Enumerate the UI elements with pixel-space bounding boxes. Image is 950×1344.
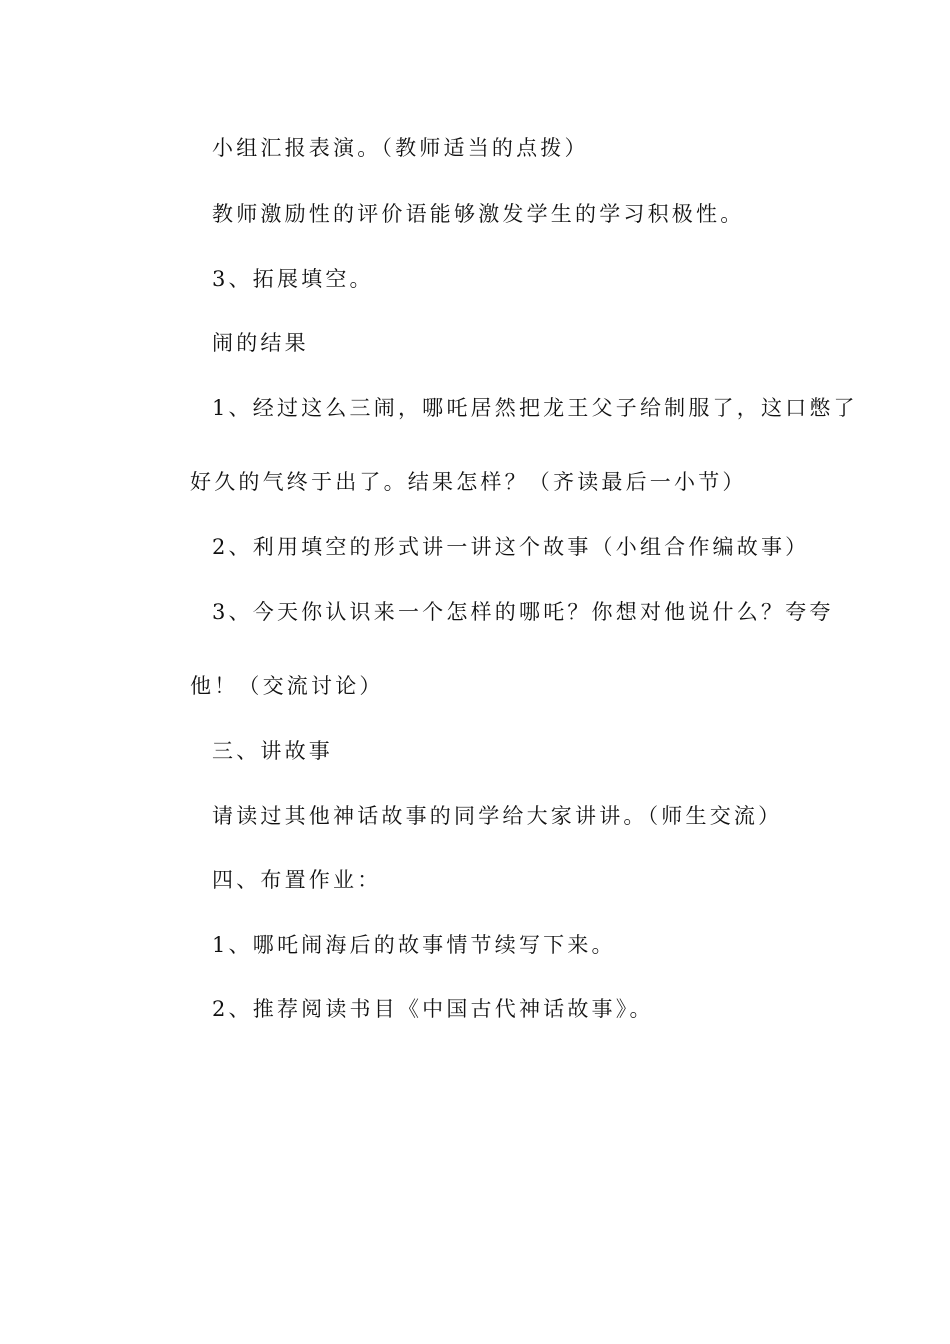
- homework-item-2: 2、推荐阅读书目《中国古代神话故事》。: [212, 997, 654, 1021]
- homework-item-1: 1、哪吒闹海后的故事情节续写下来。: [212, 933, 616, 957]
- heading-homework: 四、布置作业：: [212, 868, 382, 892]
- paragraph-item-1-line-2: 好久的气终于出了。结果怎样？（齐读最后一小节）: [190, 470, 747, 494]
- subheading-result: 闹的结果: [212, 331, 309, 355]
- paragraph-teacher-evaluation: 教师激励性的评价语能够激发学生的学习积极性。: [212, 202, 745, 226]
- paragraph-item-3-line-1: 3、今天你认识来一个怎样的哪吒？你想对他说什么？夸夸: [212, 600, 834, 624]
- paragraph-storytelling: 请读过其他神话故事的同学给大家讲讲。（师生交流）: [212, 804, 783, 828]
- paragraph-item-3-line-2: 他！（交流讨论）: [190, 674, 384, 698]
- heading-storytelling: 三、讲故事: [212, 739, 333, 763]
- paragraph-group-report: 小组汇报表演。（教师适当的点拨）: [212, 136, 589, 160]
- heading-expand-fill-blank: 3、拓展填空。: [212, 267, 374, 291]
- paragraph-item-1-line-1: 1、经过这么三闹，哪吒居然把龙王父子给制服了，这口憋了: [212, 396, 858, 420]
- paragraph-item-2: 2、利用填空的形式讲一讲这个故事（小组合作编故事）: [212, 535, 810, 559]
